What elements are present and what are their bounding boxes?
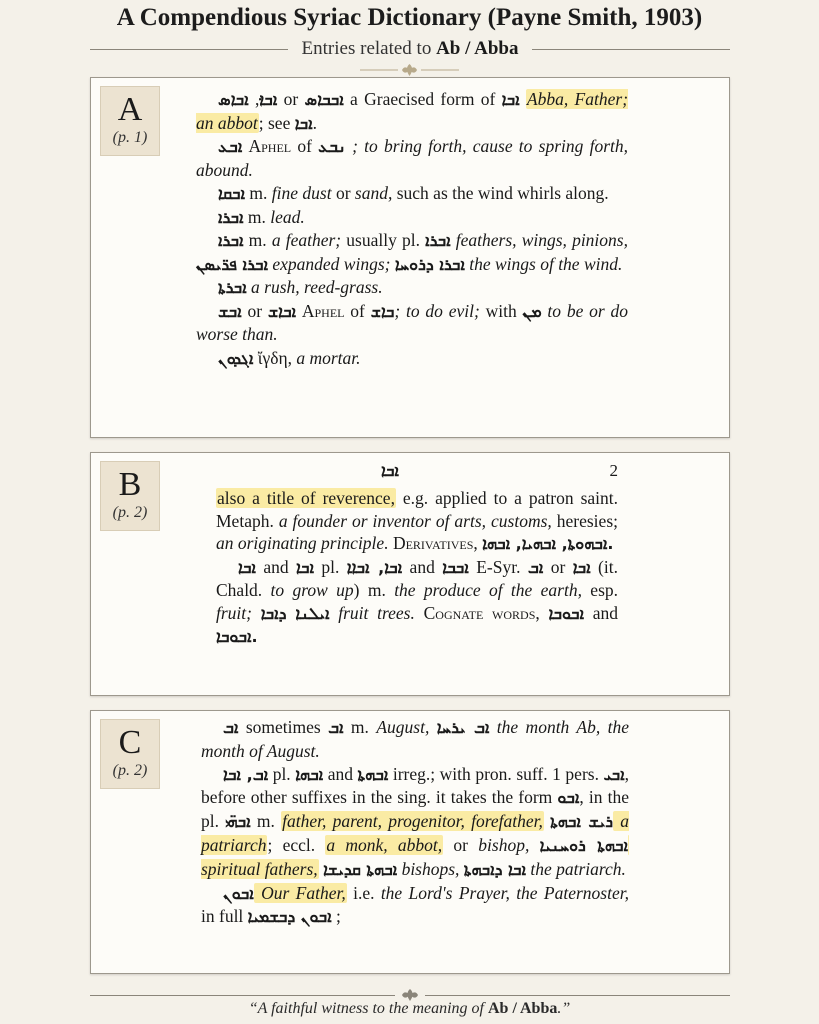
text: or [543,556,573,577]
text: and [323,763,358,784]
syriac-word: ܐܒܐ [238,557,256,577]
subtitle-rule-left [90,49,288,50]
text: usually pl. [341,230,426,250]
text: m. [243,206,271,227]
running-head-syriac: ܐܒܐ [381,461,399,480]
syriac-word: ܐܒܪܐ [425,231,451,250]
entry-text-b [216,487,618,649]
highlight: Abba, Father; an abbot [196,89,629,133]
syriac-word: ܐܒ [223,718,239,737]
italic-text: fruit; [216,602,252,623]
italic-text: the produce of the earth, [394,580,582,600]
text: (it. Chald. [216,556,618,600]
syriac-word: ܐܒ, ܐܒܐ [223,764,269,784]
syriac-word: ܐܒܗܐ [295,764,324,784]
syriac-word: ܐܒܫ [218,301,242,321]
panel-page-ref: (p. 2) [112,504,148,521]
panel-letter: B [118,466,142,503]
text: in full [201,906,248,927]
entry-line [196,347,628,371]
page-title: A Compendious Syriac Dictionary (Payne Smith, 1903) [116,4,703,31]
entry-line [196,276,628,300]
text: or [331,183,355,203]
syriac-word: ܢܒܥ [318,137,346,156]
text: , before other suffixes in the sing. it takes the form [201,763,629,808]
text: or [277,89,305,109]
italic-text: fruit trees. [329,602,415,623]
syriac-word: ܐܒ ܝܪܚܐ [436,718,490,737]
syriac-word: ܐܒܐܣ [218,90,249,109]
syriac-word: ܐܒܘܒܐ [548,603,584,623]
text: m. [245,183,272,203]
syriac-word: ܡܢ [522,301,542,321]
entry-line [196,206,628,230]
syriac-word: ܐܒܗܬܐ ܪܘܚܢܝܐ [539,835,629,855]
text: heresies; [551,510,618,531]
text: or [443,834,479,855]
syriac-word: ܐܒܐ [296,557,314,577]
text: pl. [268,763,296,784]
running-head [216,461,618,483]
panel-page-ref: (p. 2) [112,762,148,779]
panel-tag-c [100,719,160,789]
footer-rule-left [90,995,395,996]
panel-page-ref: (p. 1) [112,129,148,146]
text: or [241,300,268,321]
syriac-word: ܐܓܕܘܢ [218,348,254,368]
entry-line [216,556,618,649]
small-caps-text: Derivatives, [392,533,478,553]
syriac-word: ܐܒܩܐ [218,184,246,203]
text [252,603,261,623]
italic-text: an originating principle. [216,533,389,553]
text: ; eccl. [267,834,326,855]
footer-quote [0,1000,819,1018]
entry-line [201,716,629,763]
entry-panel-a [90,77,730,438]
highlight: also a title of reverence, [217,488,395,508]
text: m. [243,230,272,250]
entry-line [196,300,628,347]
entry-line [196,135,628,182]
italic-text: bishops, [397,858,460,879]
syriac-word: ܐܒܐܫ [267,301,297,321]
syriac-word: ܐܒ [527,557,544,577]
italic-text: lead. [270,206,305,227]
text: ; see [258,112,295,133]
panel-letter: C [118,724,142,761]
panel-letter: A [117,91,143,128]
text: esp. [581,580,618,600]
entry-line [201,763,629,882]
text: . [312,112,318,133]
subtitle-row [90,36,730,62]
syriac-word: ܐܒܥ [218,137,243,156]
text: pl. [313,556,347,577]
small-caps-text: Aphel [301,300,345,321]
text: and [583,602,618,623]
small-caps-text: Aphel [248,136,292,156]
entry-panel-c [90,710,730,974]
syriac-word: ܐܒܪܐ ܦܪ̈ܝܣܢ [196,254,268,274]
syriac-word: ܐܒܗܘܬܐ, ܐܒܗܝܐ, ܐܒܗܐ. [482,534,614,553]
text: sometimes [238,717,329,737]
text: of [291,136,319,156]
syriac-word: ܐܒ [328,718,344,737]
entry-line [216,487,618,556]
text: irreg.; with pron. suff. 1 pers. [388,763,604,784]
syriac-word: ܐܝܠܢܐ [295,603,330,623]
italic-text: sand, [354,183,393,203]
panel-tag-b [100,461,160,531]
syriac-word: ܐܒܐ [294,113,313,133]
italic-text: a mortar. [296,347,361,368]
text [540,603,549,623]
syriac-word: ܪܝܫ ܐܒܗܬܐ [550,812,614,832]
syriac-word: ܐܒܐ [501,90,520,109]
italic-text: the Lord's Prayer, the Paternoster, [380,882,629,903]
syriac-word: ܐܒܗܬܐ ܩܕܝܫܐ [323,859,398,879]
italic-text: ; to bring forth, cause to spring forth, abound. [196,136,628,180]
italic-text: expanded wings; [267,253,395,274]
subtitle-rule-right [532,49,730,50]
text [415,603,424,623]
syriac-word: ܐܒܒܐܣ [304,90,344,109]
italic-text: to be or do worse than. [196,300,629,344]
syriac-word: ܐܒܘ [557,788,580,808]
italic-text: bishop, [478,834,530,855]
panel-tag-a [100,86,160,156]
syriac-word: ܐܒܪܬܐ [218,278,247,297]
text: ) m. [353,580,395,600]
text: E-Syr. [476,556,528,577]
italic-text: fine dust [271,183,332,203]
small-caps-text: Cognate words, [423,602,540,623]
text: ἴγδη, [253,347,297,368]
italic-text: a feather; [271,230,342,250]
text [429,717,436,737]
text: such as the wind whirls along. [392,183,609,203]
entry-line [201,882,629,930]
quote-suffix: .” [557,1000,571,1017]
text: and [402,556,443,577]
syriac-word: ܐܒܘܒܐ. [216,627,258,646]
subtitle [288,38,533,60]
entry-text-a [196,88,628,370]
highlight: spiritual fathers, [201,835,629,879]
italic-text: feathers, wings, pinions, [450,230,628,250]
entry-panel-b [90,452,730,696]
text: , [248,89,260,109]
quote-term: Ab / Abba [487,1000,558,1017]
syriac-word: ܐܒܪܐ [218,231,244,250]
syriac-word: ܐܒܐ, ܐܒܐܐ [346,557,403,577]
page-number: 2 [609,461,618,480]
text: m. [250,811,282,832]
entry-line [196,229,628,276]
syriac-word: ܐܒܘܢ ܕܒܫܡܝܐ [247,907,332,927]
text: m. [343,717,377,737]
text: of [344,300,371,321]
text: with [479,300,523,321]
syriac-word: ܐܒܘܢ [223,883,254,903]
text: ; [331,906,341,927]
italic-text: the wings of the wind. [464,253,623,274]
syriac-word: ܒܐܫ [370,301,395,321]
italic-text: the month Ab, the month of August. [201,717,629,761]
italic-text: a rush, reed-grass. [246,277,383,297]
text: e.g. applied to a patron saint. Metaph. [216,488,618,531]
entry-line [196,88,628,135]
syriac-word: ܐܒܐ ܕܐܒܗܬܐ [463,859,526,879]
highlight: father, parent, progenitor, forefather, [282,811,543,832]
footer-rule-right [425,995,730,996]
italic-text: a founder or inventor of arts, customs, [278,510,552,531]
quote-prefix: “A faithful witness to the meaning of [248,1000,488,1017]
highlight: a patriarch [201,811,630,855]
highlight: a monk, abbot, [326,834,443,855]
entry-text-c [201,716,629,929]
syriac-word: ܕܐܒܐ [260,603,287,623]
text: i.e. [346,882,381,903]
syriac-word: ܐܒܪܐ ܕܪܘܚܐ [394,254,465,274]
italic-text: to grow up [270,580,354,600]
subtitle-term: Ab / Abba [436,38,519,59]
syriac-word: ܐܒܪܐ [218,207,244,227]
fleuron-ornament-icon [360,62,459,78]
syriac-word: ܐܒܗܬܐ [357,764,389,784]
italic-text: the patriarch. [525,858,626,879]
syriac-word: ܐܒܗ̈ܝ [225,812,251,832]
syriac-word: ܐܒܐ݀ [259,90,278,109]
syriac-word: ܐܒܝ [603,764,625,784]
entry-line [196,182,628,206]
italic-text: ; to do evil; [394,300,480,321]
text: and [255,556,297,577]
italic-text: August, [376,717,430,737]
syriac-word: ܐܒܒܐ [442,557,469,577]
text: , in the pl. [201,787,629,832]
highlight: Our Father, [254,882,346,903]
subtitle-prefix: Entries related to [301,38,432,59]
text: a Graecised form of [343,89,496,109]
text [529,835,539,855]
syriac-word: ܐܒܐ [572,557,591,577]
